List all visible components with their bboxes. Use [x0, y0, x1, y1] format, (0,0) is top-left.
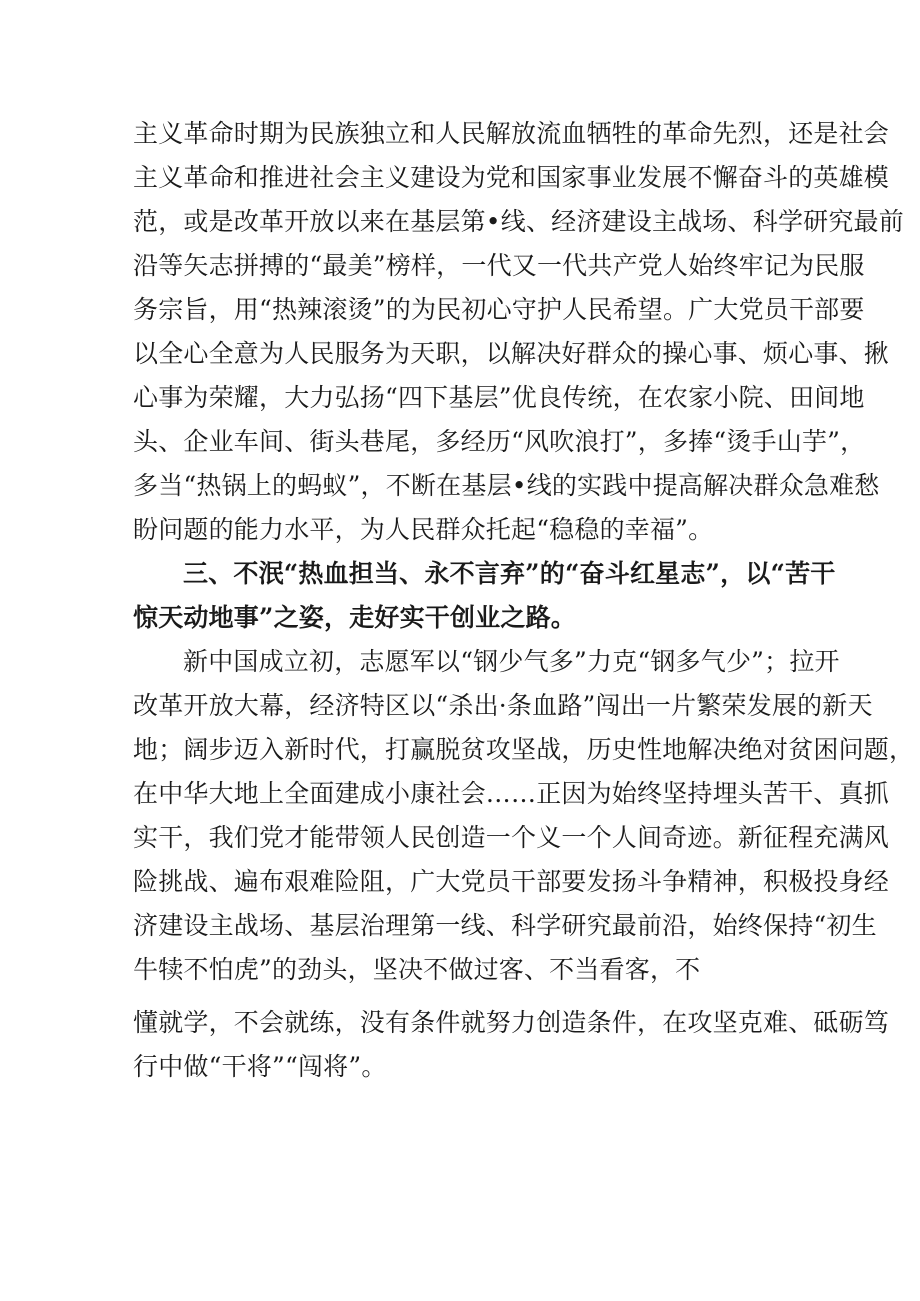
- paragraph-line: 济建设主战场、基层治理第一线、科学研究最前沿，始终保持“初生: [133, 911, 877, 940]
- paragraph-line: 在中华大地上全面建成小康社会……正因为始终坚持埋头苦干、真抓: [133, 779, 890, 808]
- paragraph-line: 新中国成立初，志愿军以“钢少气多”力克“钢多气少”；拉开: [183, 647, 840, 676]
- paragraph-line: 范，或是改革开放以来在基层第•线、经济建设主战场、科学研究最前: [133, 207, 904, 236]
- paragraph-line: 主义革命和推进社会主义建设为党和国家事业发展不懈奋斗的英雄模: [133, 163, 890, 192]
- paragraph-line: 实干，我们党才能带领人民创造一个义一个人间奇迹。新征程充满风: [133, 823, 890, 852]
- paragraph-line: 牛犊不怕虎”的劲头，坚决不做过客、不当看客，不: [133, 955, 701, 984]
- paragraph-line: 改革开放大幕，经济特区以“杀出·条血路”闯出一片繁荣发展的新天: [133, 691, 873, 720]
- paragraph-line: 头、企业车间、街头巷尾，多经历“风吹浪打”，多捧“烫手山芋”，: [133, 427, 866, 456]
- section-heading: 惊天动地事”之姿，走好实干创业之路。: [133, 603, 576, 632]
- paragraph-line: 盼问题的能力水平，为人民群众托起“稳稳的幸福”。: [133, 515, 714, 544]
- paragraph-line: 险挑战、遍布艰难险阻，广大党员干部要发扬斗争精神，积极投身经: [133, 867, 890, 896]
- paragraph-line: 懂就学，不会就练，没有条件就努力创造条件，在攻坚克难、砥砺笃: [133, 1008, 890, 1037]
- paragraph-line: 主义革命时期为民族独立和人民解放流血牺牲的革命先烈，还是社会: [133, 119, 890, 148]
- paragraph-line: 务宗旨，用“热辣滚烫”的为民初心守护人民希望。广大党员干部要: [133, 295, 865, 324]
- paragraph-line: 行中做“干将”“闯将”。: [133, 1052, 387, 1081]
- paragraph-line: 沿等矢志拼搏的“最美”榜样，一代又一代共产党人始终牢记为民服: [133, 251, 865, 280]
- section-heading: 三、不泯“热血担当、永不言弃”的“奋斗红星志”，以“苦干: [183, 559, 836, 588]
- paragraph-line: 以全心全意为人民服务为天职，以解决好群众的操心事、烦心事、揪: [133, 339, 890, 368]
- paragraph-line: 地；阔步迈入新时代，打赢脱贫攻坚战，历史性地解决绝对贫困问题，: [133, 735, 915, 764]
- paragraph-line: 心事为荣耀，大力弘扬“四下基层”优良传统，在农家小院、田间地: [133, 383, 865, 412]
- paragraph-line: 多当“热锅上的蚂蚁”，不断在基层•线的实践中提高解决群众急难愁: [133, 471, 880, 500]
